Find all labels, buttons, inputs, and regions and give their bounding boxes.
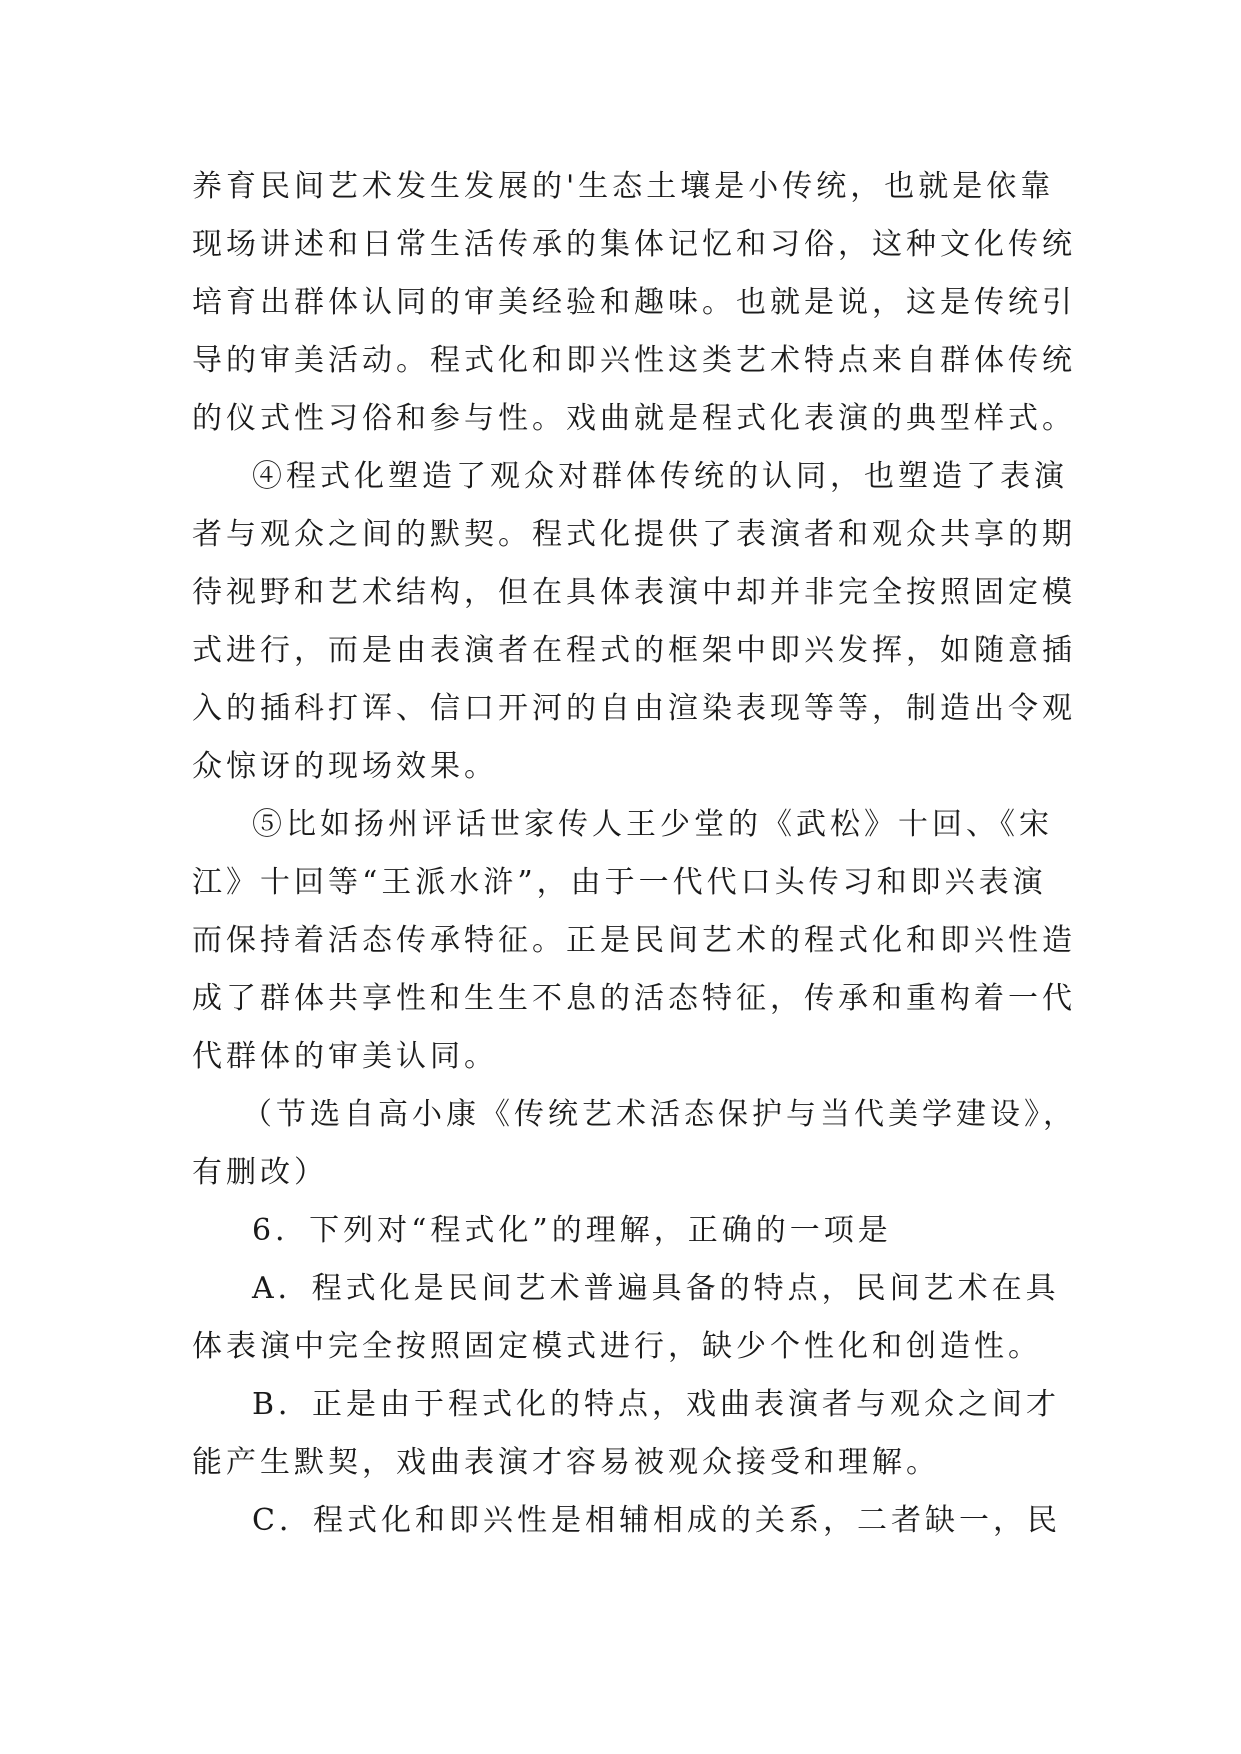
passage-line: 江》十回等“王派水浒”，由于一代代口头传习和即兴表演 [192, 865, 1047, 900]
passage-line: 现场讲述和日常生活传承的集体记忆和习俗，这种文化传统 [192, 227, 1076, 262]
question-stem: 6．下列对“程式化”的理解，正确的一项是 [252, 1213, 892, 1248]
option-a: A．程式化是民间艺术普遍具备的特点，民间艺术在具 [252, 1271, 1060, 1306]
paragraph-4-start: ④程式化塑造了观众对群体传统的认同，也塑造了表演 [252, 459, 1068, 494]
passage-line: 成了群体共享性和生生不息的活态特征，传承和重构着一代 [192, 981, 1076, 1016]
source-citation: （节选自高小康《传统艺术活态保护与当代美学建设》， [242, 1097, 1077, 1132]
option-b: B．正是由于程式化的特点，戏曲表演者与观众之间才 [252, 1387, 1061, 1422]
passage-line: 养育民间艺术发生发展的'生态土壤是小传统，也就是依靠 [192, 169, 1055, 204]
passage-line: 众惊讶的现场效果。 [192, 749, 498, 784]
passage-line: 待视野和艺术结构，但在具体表演中却并非完全按照固定模 [192, 575, 1076, 610]
passage-line: 者与观众之间的默契。程式化提供了表演者和观众共享的期 [192, 517, 1076, 552]
document-text [192, 158, 1082, 1550]
passage-line: 的仪式性习俗和参与性。戏曲就是程式化表演的典型样式。 [192, 401, 1076, 436]
passage-line: 培育出群体认同的审美经验和趣味。也就是说，这是传统引 [192, 285, 1076, 320]
passage-line: 代群体的审美认同。 [192, 1039, 498, 1074]
passage-line: 导的审美活动。程式化和即兴性这类艺术特点来自群体传统 [192, 343, 1076, 378]
paragraph-5-start: ⑤比如扬州评话世家传人王少堂的《武松》十回、《宋 [252, 807, 1053, 842]
option-b-continued: 能产生默契，戏曲表演才容易被观众接受和理解。 [192, 1445, 940, 1480]
option-a-continued: 体表演中完全按照固定模式进行，缺少个性化和创造性。 [192, 1329, 1042, 1364]
source-citation-continued: 有删改） [192, 1155, 328, 1190]
passage-line: 入的插科打诨、信口开河的自由渲染表现等等，制造出令观 [192, 691, 1076, 726]
passage-line: 而保持着活态传承特征。正是民间艺术的程式化和即兴性造 [192, 923, 1076, 958]
option-c: C．程式化和即兴性是相辅相成的关系，二者缺一，民 [252, 1503, 1061, 1538]
passage-line: 式进行，而是由表演者在程式的框架中即兴发挥，如随意插 [192, 633, 1076, 668]
